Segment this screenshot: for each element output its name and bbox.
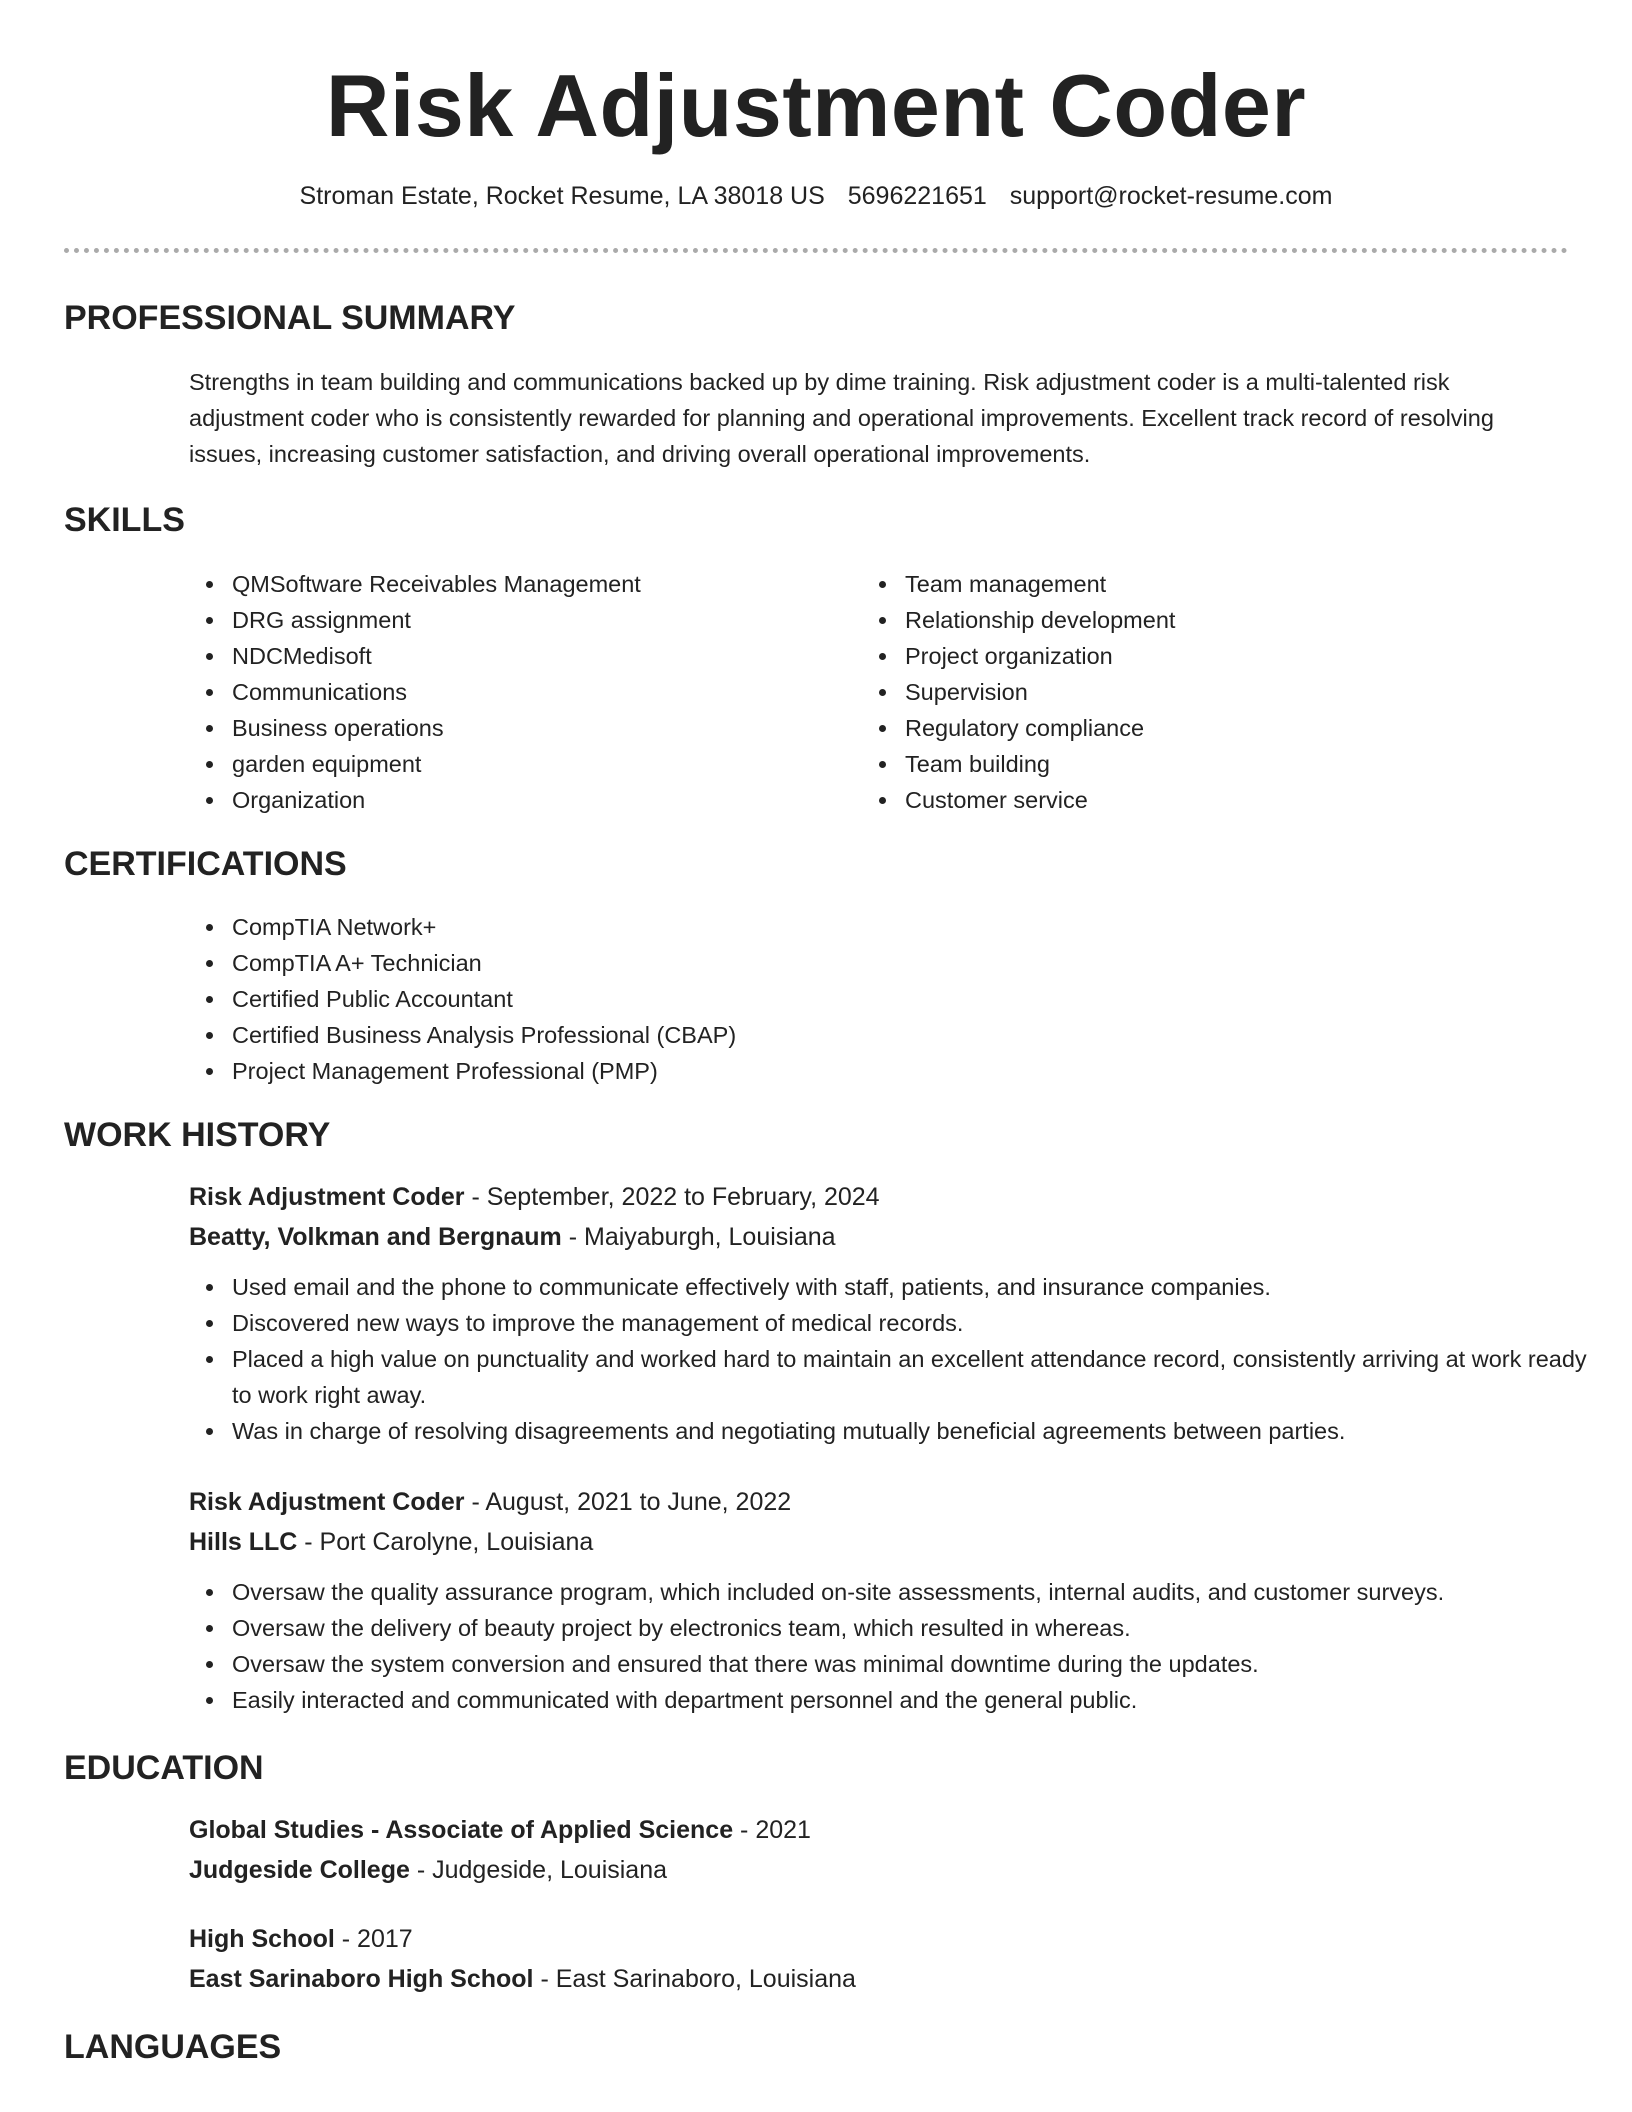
job-duties: [64, 1269, 1589, 1449]
skills-heading: SKILLS: [64, 501, 185, 539]
job-location: - Maiyaburgh, Louisiana: [561, 1223, 836, 1251]
education-entry: [189, 1810, 1568, 1890]
education-school-line: [189, 1850, 1568, 1890]
education-degree-line: [189, 1919, 1568, 1959]
job-role: Risk Adjustment Coder: [189, 1488, 465, 1516]
job-duties: [64, 1574, 1589, 1718]
job-duty: Oversaw the quality assurance program, which included on-site assessments, internal audits, and customer surveys.: [189, 1574, 1589, 1610]
job-company: Hills LLC: [189, 1528, 298, 1556]
job-entry: [189, 1177, 1587, 1449]
skill-item: DRG assignment: [189, 602, 849, 638]
job-company-line: [189, 1522, 1568, 1562]
certification-item: Certified Business Analysis Professional (CBAP): [189, 1017, 1568, 1053]
skill-item: Organization: [189, 782, 849, 818]
job-duty: Oversaw the system conversion and ensured that there was minimal downtime during the updates.: [189, 1646, 1589, 1682]
education-year: - 2017: [334, 1925, 413, 1953]
education-school-line: [189, 1959, 1568, 1999]
contact-line: [64, 180, 1568, 212]
job-duty: Discovered new ways to improve the management of medical records.: [189, 1305, 1589, 1341]
job-location: - Port Carolyne, Louisiana: [297, 1528, 594, 1556]
contact-email: support@rocket-resume.com: [1009, 182, 1333, 210]
job-company-line: [189, 1217, 1568, 1257]
education-school: East Sarinaboro High School: [189, 1965, 534, 1993]
education-location: - Judgeside, Louisiana: [409, 1856, 668, 1884]
job-duty: Used email and the phone to communicate effectively with staff, patients, and insurance companies.: [189, 1269, 1589, 1305]
education-school: Judgeside College: [189, 1856, 410, 1884]
work-history-heading: WORK HISTORY: [64, 1116, 331, 1154]
skill-item: Regulatory compliance: [862, 710, 1522, 746]
skill-item: Team management: [862, 566, 1522, 602]
education-entry: [189, 1919, 1568, 1999]
skills-list-right: [862, 566, 1522, 818]
skill-item: garden equipment: [189, 746, 849, 782]
skill-item: Team building: [862, 746, 1522, 782]
skill-item: Project organization: [862, 638, 1522, 674]
certifications-list: [189, 909, 1568, 1089]
education-location: - East Sarinaboro, Louisiana: [533, 1965, 856, 1993]
certification-item: CompTIA A+ Technician: [189, 945, 1568, 981]
certification-item: Certified Public Accountant: [189, 981, 1568, 1017]
skill-item: QMSoftware Receivables Management: [189, 566, 849, 602]
contact-phone: 5696221651: [847, 182, 987, 210]
job-dates: - August, 2021 to June, 2022: [464, 1488, 792, 1516]
job-dates: - September, 2022 to February, 2024: [464, 1183, 880, 1211]
job-duty: Was in charge of resolving disagreements and negotiating mutually beneficial agreements between parties.: [189, 1413, 1589, 1449]
education-year: - 2021: [733, 1816, 811, 1844]
job-company: Beatty, Volkman and Bergnaum: [189, 1223, 562, 1251]
job-duty: Oversaw the delivery of beauty project by electronics team, which resulted in whereas.: [189, 1610, 1589, 1646]
education-heading: EDUCATION: [64, 1749, 264, 1787]
skill-item: NDCMedisoft: [189, 638, 849, 674]
certifications-heading: CERTIFICATIONS: [64, 845, 347, 883]
skill-item: Communications: [189, 674, 849, 710]
skills-list-left: [189, 566, 849, 818]
skill-item: Business operations: [189, 710, 849, 746]
header-divider: [64, 248, 1568, 253]
skill-item: Customer service: [862, 782, 1522, 818]
job-title-line: [189, 1177, 1568, 1217]
certification-item: Project Management Professional (PMP): [189, 1053, 1568, 1089]
contact-address: Stroman Estate, Rocket Resume, LA 38018 US: [299, 182, 825, 210]
candidate-name: Risk Adjustment Coder: [325, 56, 1307, 155]
skill-item: Supervision: [862, 674, 1522, 710]
certification-item: CompTIA Network+: [189, 909, 1568, 945]
job-duty: Easily interacted and communicated with department personnel and the general public.: [189, 1682, 1589, 1718]
education-degree: Global Studies - Associate of Applied Science: [189, 1816, 734, 1844]
job-role: Risk Adjustment Coder: [189, 1183, 465, 1211]
skill-item: Relationship development: [862, 602, 1522, 638]
job-title-line: [189, 1482, 1568, 1522]
job-entry: [189, 1482, 1568, 1718]
education-degree-line: [189, 1810, 1568, 1850]
education-degree: High School: [189, 1925, 335, 1953]
summary-heading: PROFESSIONAL SUMMARY: [64, 299, 516, 337]
resume-page: [64, 0, 1587, 2066]
job-duty: Placed a high value on punctuality and worked hard to maintain an excellent attendance record, consistently arriving at work ready to work right away.: [189, 1341, 1589, 1413]
summary-text: Strengths in team building and communications backed up by dime training. Risk adjustment coder is a multi-talented risk adjustment coder who is consistently rewarded for planning and operational improvements. Excellent track record of resolving issues, increasing customer satisfaction, and driving overall operational improvements.: [189, 369, 1494, 467]
languages-heading: LANGUAGES: [64, 2028, 282, 2066]
